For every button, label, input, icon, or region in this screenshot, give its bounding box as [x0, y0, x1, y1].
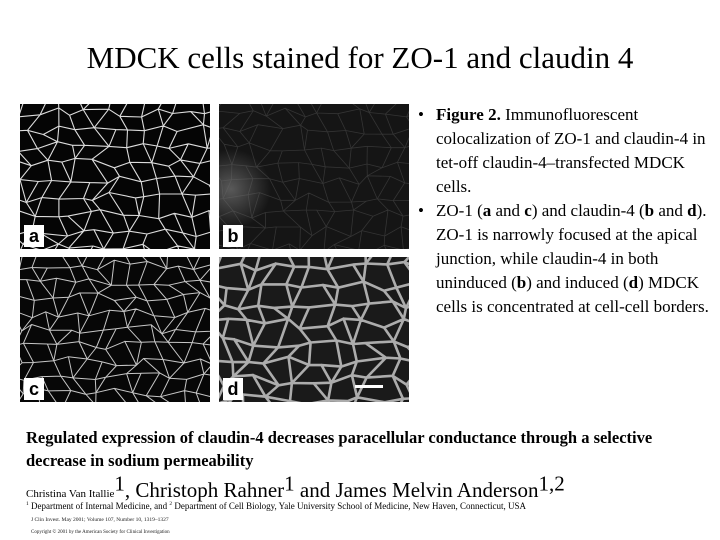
- legend-bold-text: b: [644, 201, 655, 220]
- micrograph-figure: [20, 104, 409, 401]
- author-superscript: 1: [284, 471, 295, 496]
- legend-bullet: [412, 199, 712, 319]
- legend-text: ) and induced (: [526, 273, 629, 292]
- legend-bold-text: a: [482, 201, 492, 220]
- micrograph-image: [20, 257, 210, 402]
- panel-label-c: c: [24, 378, 44, 400]
- legend-text: ). ZO-1 is narrowly focused at the apical junction, while claudin-4 in both uninduced (: [436, 201, 707, 292]
- scale-bar: [355, 385, 383, 388]
- legend-text: ) MDCK cells is concentrated at cell-cell borders.: [436, 273, 709, 316]
- affil-text: Department of Internal Medicine, and: [28, 501, 170, 511]
- figure-legend-bullets: [412, 103, 712, 319]
- legend-bold-text: c: [524, 201, 532, 220]
- panel-label-d: d: [223, 378, 243, 400]
- citation: J Clin Invest. May 2001; Volume 107, Number 10, 1319–1327: [31, 517, 169, 523]
- affil-text: Department of Cell Biology, Yale University School of Medicine, New Haven, Connecticut, USA: [172, 501, 526, 511]
- author-name: , Christoph Rahner: [124, 478, 285, 502]
- micrograph-panel-a: [20, 104, 210, 249]
- author-name: Christina Van Itallie: [26, 488, 115, 500]
- legend-text: ZO-1 (: [436, 201, 483, 220]
- legend-text: Immunofluorescent colocalization of ZO-1 and claudin-4 in tet-off claudin-4–transfected MDCK cells.: [436, 105, 706, 196]
- affiliations: [26, 501, 716, 511]
- legend-bullet: [412, 103, 712, 199]
- legend-bold-text: b: [516, 273, 527, 292]
- legend-text: ) and claudin-4 (: [531, 201, 645, 220]
- micrograph-panel-d: [219, 257, 409, 402]
- paper-title: Regulated expression of claudin-4 decreases paracellular conductance through a selective decrease in sodium permeability: [26, 428, 653, 470]
- micrograph-image: [219, 104, 409, 249]
- legend-bold-text: d: [687, 201, 697, 220]
- legend-bold-text: Figure 2.: [436, 105, 501, 124]
- legend-text: and: [491, 201, 525, 220]
- panel-label-a: a: [24, 225, 44, 247]
- author-name: and James Melvin Anderson: [294, 478, 539, 502]
- copyright: Copyright © 2001 by the American Society for Clinical Investigation: [31, 530, 170, 535]
- legend-text: and: [654, 201, 688, 220]
- micrograph-panel-c: [20, 257, 210, 402]
- micrograph-panel-b: [219, 104, 409, 249]
- panel-label-b: b: [223, 225, 243, 247]
- legend-bold-text: d: [628, 273, 639, 292]
- slide-title: MDCK cells stained for ZO-1 and claudin 4: [86, 40, 634, 75]
- author-superscript: 1,2: [538, 471, 565, 496]
- affil-superscript: 2: [169, 501, 173, 507]
- micrograph-image: [20, 104, 210, 249]
- affil-superscript: 1: [26, 501, 29, 507]
- micrograph-image: [219, 257, 409, 402]
- author-superscript: 1: [114, 471, 125, 496]
